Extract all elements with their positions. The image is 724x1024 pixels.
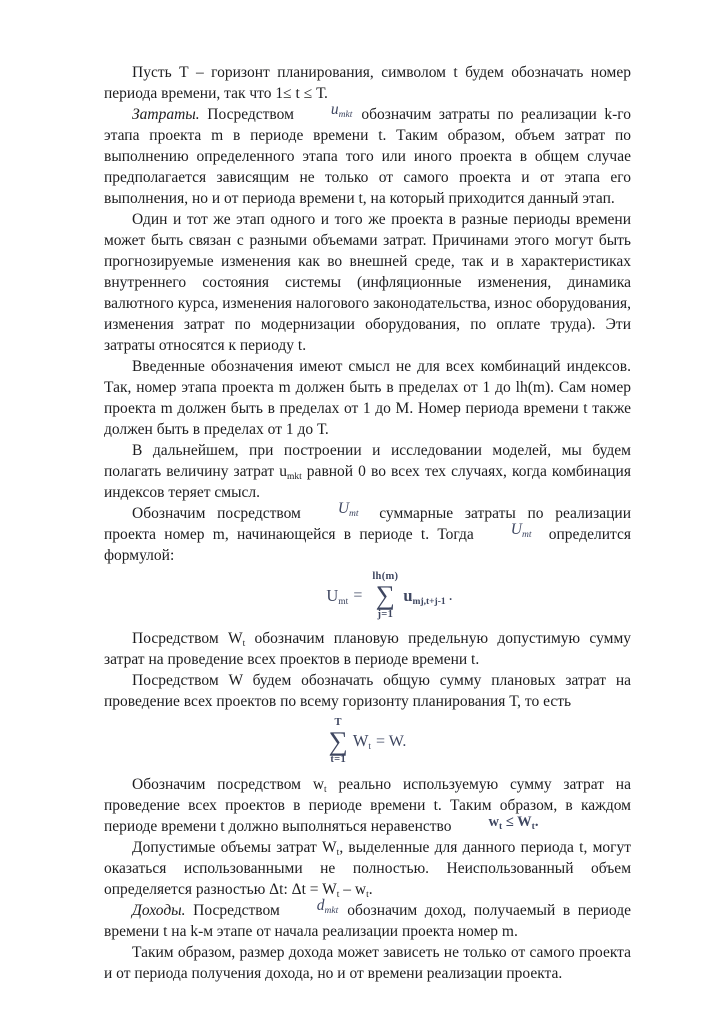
inline-formula: $U_{mt}$ xyxy=(510,521,532,540)
equals-sign: = W. xyxy=(376,732,407,750)
paragraph xyxy=(104,62,631,104)
text-run: Затраты. xyxy=(132,106,200,123)
paragraph xyxy=(104,500,631,566)
text-run: . xyxy=(368,880,373,898)
text-run: В дальнейшем, при построении и исследовании моделей, мы будем полагать величину затрат xyxy=(104,442,631,480)
paragraph xyxy=(104,896,631,942)
paragraph xyxy=(104,440,631,503)
formula-trailing-period: . xyxy=(448,586,453,604)
text-run: Пусть Т – горизонт планирования, символом t будем обозначать номер периода времени, так что 1≤ t ≤ Т. xyxy=(104,64,631,102)
text-run: – xyxy=(339,880,355,898)
subscript: mt xyxy=(521,530,532,540)
display-formula-project-cost xyxy=(126,571,653,621)
paragraph xyxy=(104,628,631,670)
text-run: $w_t$ xyxy=(354,880,369,900)
text-section-bottom xyxy=(104,774,631,984)
formula-summand: $W_t$ xyxy=(352,731,372,753)
text-section-top xyxy=(104,62,631,566)
text-run: обозначим доход, получаемый в периоде времени t на k-м этапе от начала реализации проекта номер m. xyxy=(104,901,631,940)
text-run: Таким образом, размер дохода может зависеть не только от самого проекта и от периода получения дохода, но и от времени реализации проекта. xyxy=(104,943,631,982)
text-run: $W_t$ xyxy=(227,629,246,649)
sum-upper-limit: lh(m) xyxy=(372,571,399,582)
text-run: Доходы. xyxy=(132,901,186,919)
text-run: Введенные обозначения имеют смысл не для всех комбинаций индексов. Так, номер этапа проекта m должен быть в пределах от 1 до lh(m). Сам номер проекта m должен быть в пределах от 1 до М. Номер периода времени t также должен быть в пределах от 1 до Т. xyxy=(104,358,631,438)
subscript: mkt xyxy=(286,472,302,482)
text-run: равной 0 во всех тех случаях, когда комбинация индексов теряет смысл. xyxy=(104,463,631,501)
text-run: обозначим плановую предельную допустимую сумму затрат на проведение всех проектов в периоде времени t. xyxy=(104,629,631,668)
subscript: mt xyxy=(338,596,349,607)
text-run: Посредством xyxy=(132,629,228,647)
paragraph xyxy=(104,209,631,356)
text-run: $w_t$ xyxy=(312,775,327,795)
inline-formula: $U_{mt}$ xyxy=(337,500,359,519)
inline-formula: $w_t \le W_t$. xyxy=(488,813,539,832)
document-body xyxy=(104,62,631,984)
text-run: обозначим затраты по реализации k-го этапа проекта m в периоде времени t. Таким образом, объем затрат по выполнению определенного этапа того или иного проекта в общем случае предполагается зависящим не только от самого проекта и от этапа его выполнения, но и от периода времени t, на который приходится данный этап. xyxy=(104,106,631,207)
text-run: $W_t$ xyxy=(322,838,340,858)
formula-lhs-variable: $U_{mt}$ xyxy=(326,585,349,607)
text-run: Посредством xyxy=(199,106,294,123)
subscript: t xyxy=(336,889,340,900)
text-run: определится формулой: xyxy=(104,526,631,564)
text-run: Посредством xyxy=(185,901,280,919)
text-run: , выделенные для данного периода t, могут оказаться использованными не полностью. Неиспользованный объем определяется разностью Δt: Δt = xyxy=(104,838,632,898)
subscript: t xyxy=(336,847,340,858)
paragraph xyxy=(104,101,631,209)
text-run: Посредством W будем обозначать общую сумму плановых затрат на проведение всех проектов по всему горизонту планирования Т, то есть xyxy=(104,671,631,710)
text-run: Один и тот же этап одного и того же проекта в разные периоды времени может быть связан с разными объемами затрат. Причинами этого могут быть прогнозируемые изменения как во внешней среде, так и в характеристиках внутреннего состояния системы (инфляционные изменения, динамика валютного курса, изменения налогового законодательства, износ оборудования, изменения затрат по модернизации оборудования, по оплате труда). Эти затраты относятся к периоду t. xyxy=(104,211,631,354)
sigma-icon: ∑ xyxy=(328,725,348,756)
paragraph xyxy=(104,837,631,900)
paragraph xyxy=(104,670,631,712)
sum-upper-limit: T xyxy=(334,716,342,728)
subscript: mkt xyxy=(338,110,353,120)
text-run: реально используемую сумму затрат на проведение всех проектов в периоде времени t. Таким образом, в каждом периоде времени t должно выполняться неравенство xyxy=(104,775,631,835)
paragraph xyxy=(104,774,631,837)
equals-sign: = xyxy=(353,586,363,604)
subscript: t xyxy=(531,821,535,832)
text-run: суммарные затраты по реализации проекта номер m, начинающейся в периоде t. Тогда xyxy=(104,505,631,543)
subscript: t xyxy=(499,821,503,832)
sum-lower-limit: j=1 xyxy=(377,608,394,620)
subscript: t xyxy=(366,889,369,900)
subscript: mkt xyxy=(324,905,339,916)
text-run: $u_{mkt}$ xyxy=(279,463,302,482)
summation-symbol xyxy=(372,571,398,621)
summation-symbol xyxy=(329,717,348,767)
sigma-icon: ∑ xyxy=(375,580,395,611)
text-run: Допустимые объемы затрат xyxy=(132,838,323,856)
subscript: t xyxy=(324,784,327,795)
text-run: Обозначим посредством xyxy=(132,775,313,793)
subscript: t xyxy=(242,638,246,649)
subscript: mt xyxy=(349,509,359,519)
inline-formula: $d_{mkt}$ xyxy=(316,896,339,916)
text-run: Обозначим посредством xyxy=(132,505,301,522)
display-formula-total-budget xyxy=(104,717,631,767)
paragraph xyxy=(104,942,631,984)
paragraph xyxy=(104,356,631,440)
text-run: $W_t$ xyxy=(322,880,340,900)
subscript: mj,t+j-1 xyxy=(412,596,446,607)
text-section-middle xyxy=(104,628,631,712)
sum-lower-limit: t=1 xyxy=(330,754,347,766)
inline-formula: $u_{mkt}$ xyxy=(330,101,353,120)
formula-summand: $u_{mj,t+j-1}$ xyxy=(403,585,446,607)
subscript: t xyxy=(368,742,372,753)
